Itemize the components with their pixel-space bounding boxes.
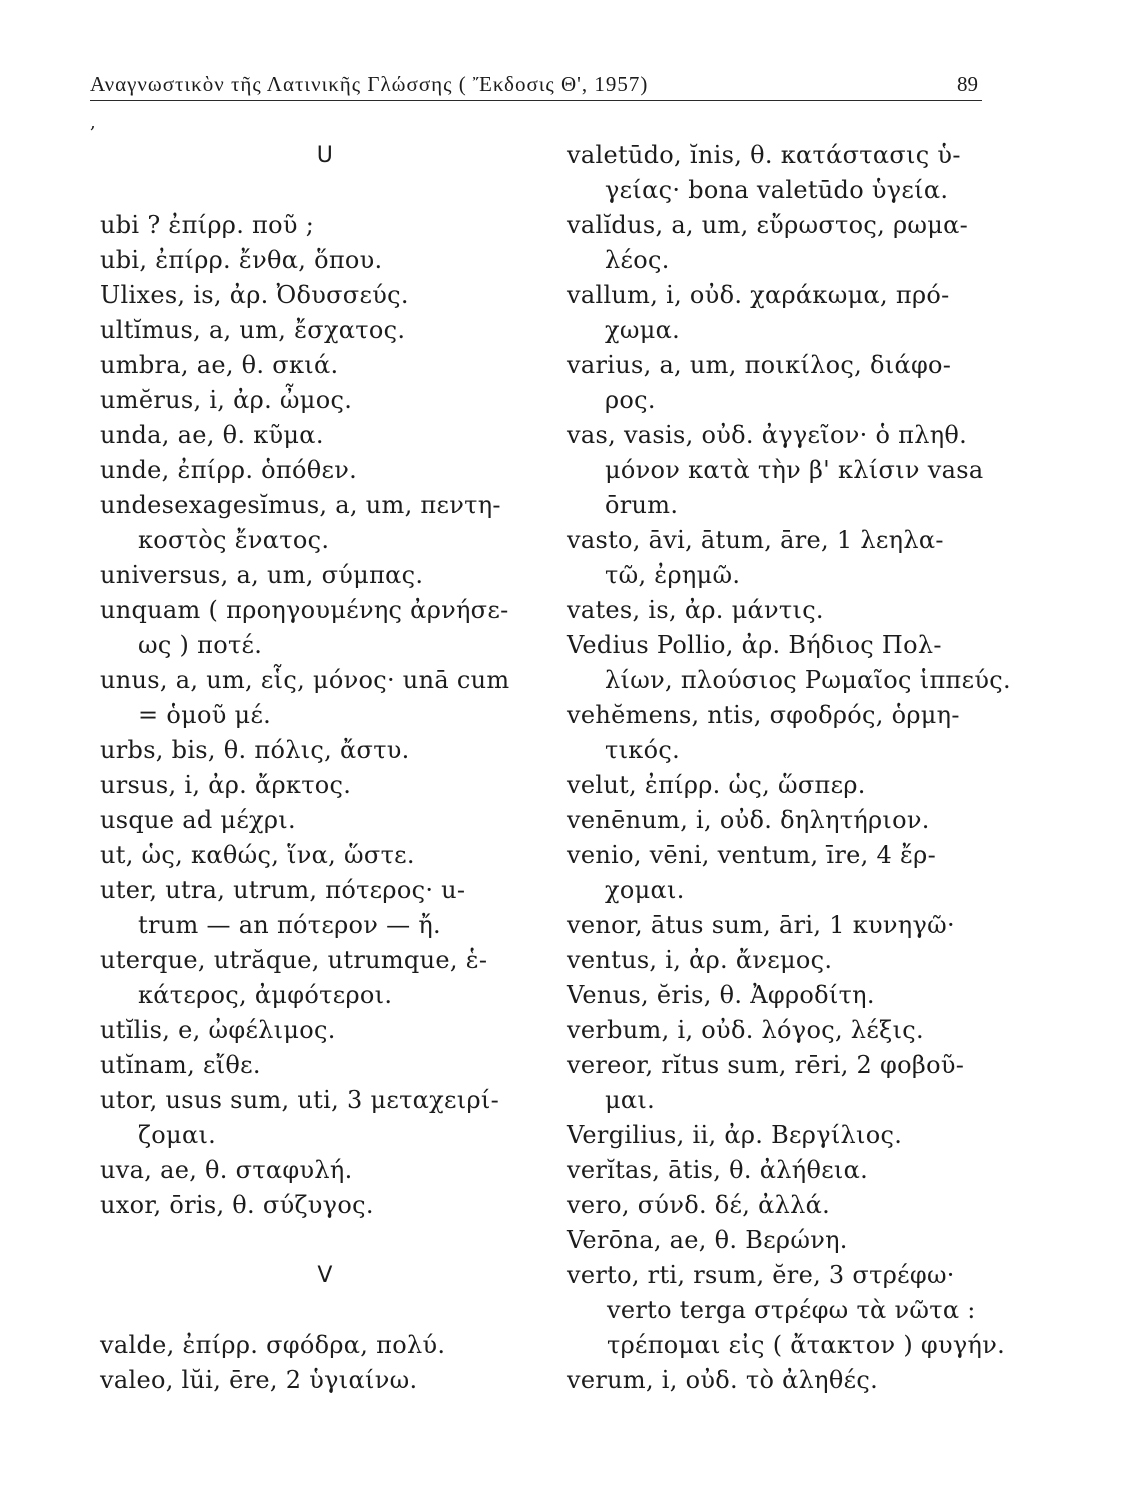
dictionary-entry: umĕrus, i, ἀρ. ὦμος. — [100, 386, 353, 414]
dictionary-entry: uter, utra, utrum, πότερος· u- — [100, 876, 466, 904]
dictionary-entry: vas, vasis, οὐδ. ἀγγεῖον· ὁ πληθ. — [567, 421, 968, 449]
dictionary-entry: Vergilius, ii, ἀρ. Βεργίλιος. — [567, 1121, 903, 1149]
blank-line — [100, 1293, 550, 1328]
dictionary-entry: ubi, ἐπίρρ. ἔνθα, ὅπου. — [100, 246, 383, 274]
left-column — [100, 138, 550, 1398]
entry-continuation: ως ) ποτέ. — [138, 631, 263, 659]
dictionary-entry: ubi ? ἐπίρρ. ποῦ ; — [100, 211, 315, 239]
entry-continuation: χομαι. — [605, 876, 685, 904]
dictionary-entry: uva, ae, θ. σταφυλή. — [100, 1156, 353, 1184]
dictionary-entry: unus, a, um, εἷς, μόνος· unā cum — [100, 666, 510, 694]
entry-continuation: ρος. — [605, 386, 656, 414]
dictionary-entry: umbra, ae, θ. σκιά. — [100, 351, 339, 379]
entry-continuation: χωμα. — [605, 316, 681, 344]
dictionary-entry: varius, a, um, ποικίλος, διάφο- — [567, 351, 952, 379]
dictionary-entry: vasto, āvi, ātum, āre, 1 λεηλα- — [567, 526, 944, 554]
dictionary-entry: valetūdo, ĭnis, θ. κατάστασις ὑ- — [567, 141, 961, 169]
entry-continuation: ōrum. — [605, 491, 679, 519]
dictionary-entry: vehĕmens, ntis, σφοδρός, ὁρμη- — [567, 701, 960, 729]
dictionary-entry: verbum, i, οὐδ. λόγος, λέξις. — [567, 1016, 924, 1044]
dictionary-entry: venēnum, i, οὐδ. δηλητήριον. — [567, 806, 930, 834]
dictionary-entry: universus, a, um, σύμπας. — [100, 561, 424, 589]
running-header — [90, 70, 982, 101]
entry-continuation: τῶ, ἐρημῶ. — [605, 561, 741, 589]
entry-continuation: μόνον κατὰ τὴν β' κλίσιν vasa — [605, 456, 984, 484]
dictionary-entry: velut, ἐπίρρ. ὡς, ὥσπερ. — [567, 771, 866, 799]
dictionary-entry: unda, ae, θ. κῦμα. — [100, 421, 324, 449]
dictionary-entry: verum, i, οὐδ. τὸ ἀληθές. — [567, 1366, 878, 1394]
dictionary-entry: uxor, ōris, θ. σύζυγος. — [100, 1191, 374, 1219]
dictionary-entry: ultĭmus, a, um, ἔσχατος. — [100, 316, 406, 344]
dictionary-entry: undesexagesĭmus, a, um, πεντη- — [100, 491, 501, 519]
dictionary-entry: uterque, utrăque, utrumque, ἑ- — [100, 946, 488, 974]
dictionary-entry: utĭlis, e, ὠφέλιμος. — [100, 1016, 336, 1044]
header-title: Αναγνωστικὸν τῆς Λατινικῆς Γλώσσης ( Ἔκδοσις Θ', 1957) — [90, 72, 649, 96]
page-number: 89 — [957, 72, 978, 96]
dictionary-entry: Ulixes, is, ἀρ. Ὀδυσσεύς. — [100, 281, 409, 309]
entry-continuation: = ὁμοῦ μέ. — [138, 701, 272, 729]
dictionary-entry: Vedius Pollio, ἀρ. Βήδιος Πολ- — [567, 631, 942, 659]
entry-continuation: trum — an πότερον — ἤ. — [138, 911, 441, 939]
entry-continuation: τρέπομαι εἰς ( ἄτακτον ) φυγήν. — [607, 1331, 1006, 1359]
right-column — [567, 138, 1011, 1398]
entry-continuation: λίων, πλούσιος Ρωμαῖος ἱππεύς. — [605, 666, 1011, 694]
dictionary-entry: urbs, bis, θ. πόλις, ἄστυ. — [100, 736, 410, 764]
dictionary-entry: vates, is, ἀρ. μάντις. — [567, 596, 824, 624]
section-heading: V — [317, 1263, 333, 1288]
dictionary-entry: Venus, ĕris, θ. Ἀφροδίτη. — [567, 981, 875, 1009]
entry-continuation: ζομαι. — [138, 1121, 217, 1149]
dictionary-entry: utor, usus sum, uti, 3 μεταχειρί- — [100, 1086, 499, 1114]
stray-mark: , — [90, 112, 96, 133]
dictionary-entry: utĭnam, εἴθε. — [100, 1051, 261, 1079]
blank-line — [100, 173, 550, 208]
dictionary-entry: venio, vēni, ventum, īre, 4 ἔρ- — [567, 841, 936, 869]
dictionary-entry: vallum, i, οὐδ. χαράκωμα, πρό- — [567, 281, 950, 309]
section-heading: U — [316, 143, 334, 168]
dictionary-entry: ursus, i, ἀρ. ἄρκτος. — [100, 771, 352, 799]
entry-continuation: κοστὸς ἔνατος. — [138, 526, 330, 554]
dictionary-entry: unquam ( προηγουμένης ἀρνήσε- — [100, 596, 509, 624]
entry-continuation: γείας· bona valetūdo ὑγεία. — [605, 176, 949, 204]
dictionary-entry: verto, rti, rsum, ĕre, 3 στρέφω· — [567, 1261, 955, 1289]
entry-continuation: τικός. — [605, 736, 681, 764]
dictionary-entry: ut, ὡς, καθώς, ἵνα, ὥστε. — [100, 841, 415, 869]
dictionary-entry: valĭdus, a, um, εὔρωστος, ρωμα- — [567, 211, 969, 239]
dictionary-entry: ventus, i, ἀρ. ἄνεμος. — [567, 946, 833, 974]
dictionary-entry: unde, ἐπίρρ. ὁπόθεν. — [100, 456, 358, 484]
dictionary-entry: valeo, lŭi, ēre, 2 ὑγιαίνω. — [100, 1366, 418, 1394]
dictionary-entry: usque ad μέχρι. — [100, 806, 296, 834]
dictionary-entry: vero, σύνδ. δέ, ἀλλά. — [567, 1191, 831, 1219]
dictionary-entry: venor, ātus sum, āri, 1 κυνηγῶ· — [567, 911, 955, 939]
dictionary-entry: vereor, rĭtus sum, rēri, 2 φοβοῦ- — [567, 1051, 965, 1079]
blank-line — [100, 1223, 550, 1258]
entry-continuation: κάτερος, ἀμφότεροι. — [138, 981, 393, 1009]
entry-continuation: λέος. — [605, 246, 670, 274]
dictionary-entry: verĭtas, ātis, θ. ἀλήθεια. — [567, 1156, 869, 1184]
entry-continuation: μαι. — [605, 1086, 656, 1114]
entry-continuation: verto terga στρέφω τὰ νῶτα : — [607, 1296, 976, 1324]
dictionary-entry: valde, ἐπίρρ. σφόδρα, πολύ. — [100, 1331, 446, 1359]
dictionary-entry: Verōna, ae, θ. Βερώνη. — [567, 1226, 848, 1254]
